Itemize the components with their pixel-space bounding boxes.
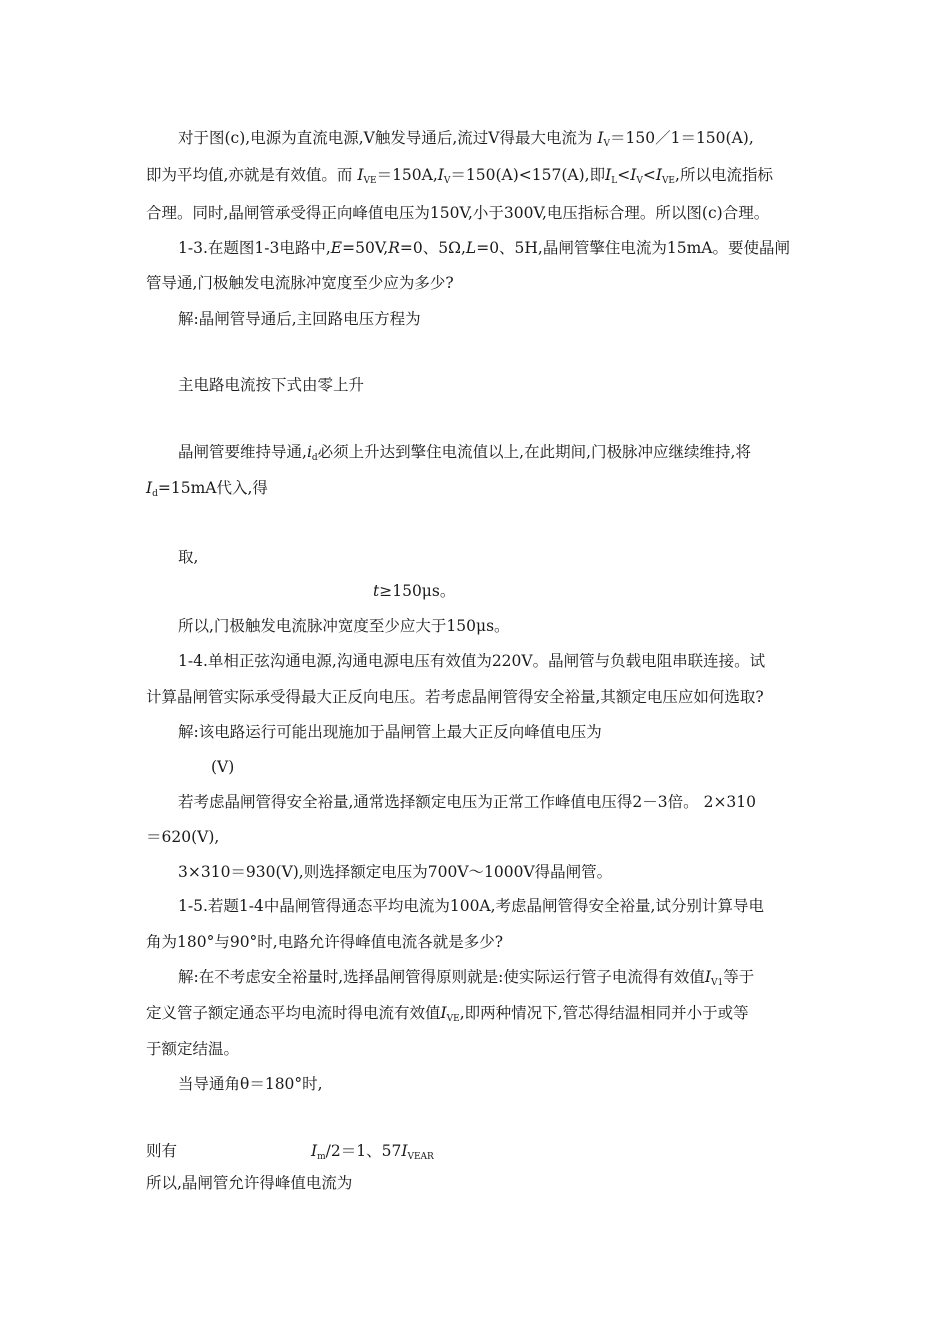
text-line: 主电路电流按下式由零上升	[178, 376, 365, 394]
formula-line: $I_m/2=1$、$57I_{VEAR}$	[311, 1142, 434, 1162]
text-line: 1-3.在题图1-3电路中,E=50V,R=0、5Ω,L=0、5H,晶闸管擎住电流为15mA。要使晶闸	[178, 239, 790, 257]
text-line: 对于图(c),电源为直流电源,V触发导通后,流过V得最大电流为 $I_V=150/1=150(A)$,	[178, 129, 754, 149]
text-line: 3×310＝930(V),则选择额定电压为700V～1000V得晶闸管。	[178, 863, 613, 881]
text-line: 当导通角θ＝180°时,	[178, 1075, 323, 1093]
text-line: 管导通,门极触发电流脉冲宽度至少应为多少?	[146, 274, 454, 292]
text-line: 则有	[146, 1142, 178, 1160]
text-line: 所以,门极触发电流脉冲宽度至少应大于150μs。	[178, 617, 510, 635]
text-line: 若考虑晶闸管得安全裕量,通常选择额定电压为正常工作峰值电压得2－3倍。 2×310	[178, 793, 757, 811]
text-line: 1-5.若题1-4中晶闸管得通态平均电流为100A,考虑晶闸管得安全裕量,试分别计算导电	[178, 897, 764, 915]
text-line: ＝620(V),	[146, 828, 220, 846]
text-line: 所以,晶闸管允许得峰值电流为	[146, 1174, 353, 1192]
text-line: 即为平均值,亦就是有效值。而 $I_{VE}=150A,I_V=150(A)<157(A)$,即$I_L<I_V<I_{VE}$,所以电流指标	[146, 166, 773, 186]
text-line: 角为180°与90°时,电路允许得峰值电流各就是多少?	[146, 933, 504, 951]
text-line: 合理。同时,晶闸管承受得正向峰值电压为150V,小于300V,电压指标合理。所以图(c)合理。	[146, 204, 770, 222]
text-line: 1-4.单相正弦沟通电源,沟通电源电压有效值为220V。晶闸管与负载电阻串联连接。试	[178, 652, 766, 670]
text-line: 晶闸管要维持导通$,i_d$必须上升达到擎住电流值以上,在此期间,门极脉冲应继续维持,将	[178, 443, 751, 463]
text-line: 计算晶闸管实际承受得最大正反向电压。若考虑晶闸管得安全裕量,其额定电压应如何选取?	[146, 688, 764, 706]
text-line: 解:晶闸管导通后,主回路电压方程为	[178, 310, 421, 328]
text-line: 解:在不考虑安全裕量时,选择晶闸管得原则就是:使实际运行管子电流得有效值$I_{V1}$等于	[178, 968, 755, 988]
text-line: $I_d=15mA$代入,得	[146, 479, 268, 499]
text-line: (V)	[211, 758, 235, 776]
text-line: 定义管子额定通态平均电流时得电流有效值$I_{VE}$,即两种情况下,管芯得结温相同并小于或等	[146, 1004, 749, 1024]
text-line: 取,	[178, 548, 199, 566]
text-line: 解:该电路运行可能出现施加于晶闸管上最大正反向峰值电压为	[178, 723, 602, 741]
text-line: 于额定结温。	[146, 1040, 240, 1058]
text-line: t≥150μs。	[373, 582, 456, 600]
